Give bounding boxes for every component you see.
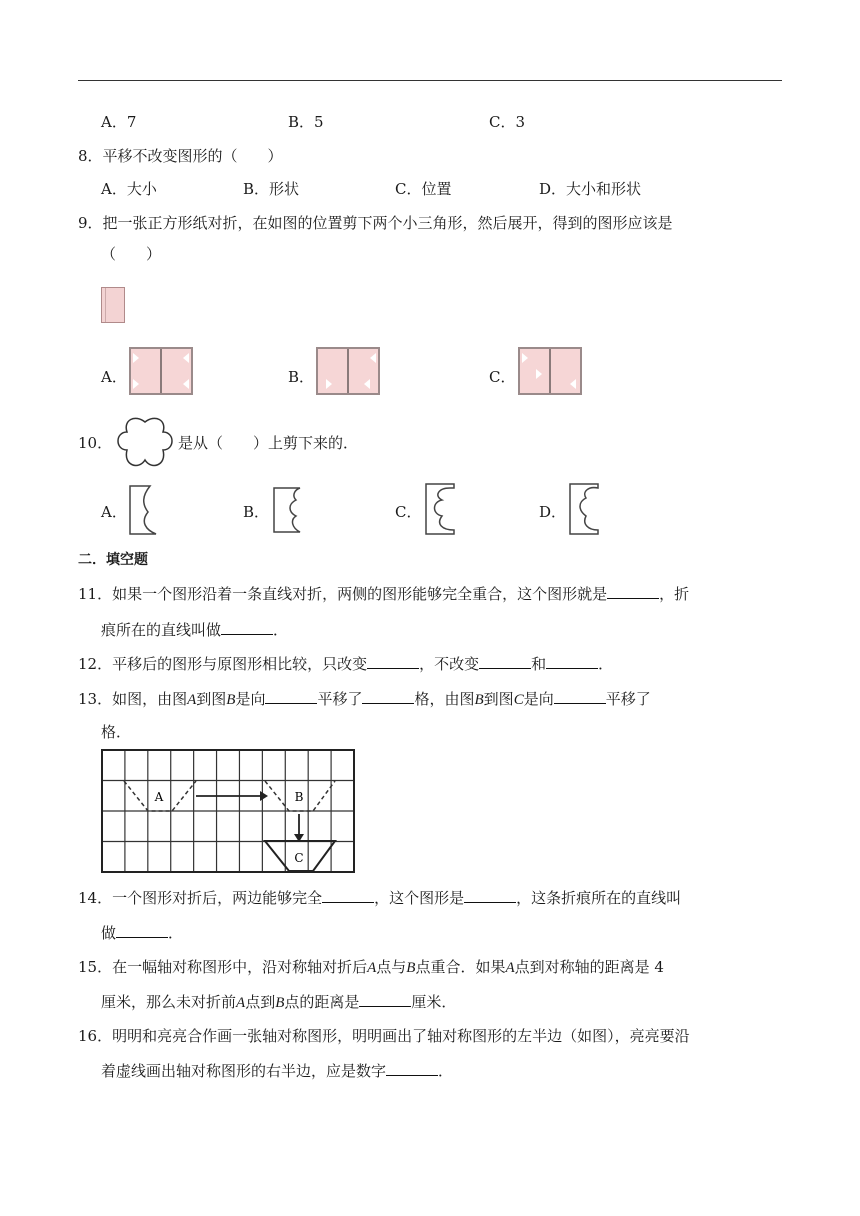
cut-triangle (326, 379, 332, 389)
q16-line1: 16．明明和亮亮合作画一张轴对称图形，明明画出了轴对称图形的左半边（如图），亮亮要沿 (78, 1027, 690, 1045)
q10-option-d-label[interactable]: D． (539, 503, 567, 521)
answer-blank[interactable] (362, 689, 414, 704)
q9-option-b-label[interactable]: B． (288, 368, 315, 386)
q9-option-c-label[interactable]: C． (489, 368, 516, 386)
q13-text: 是向 (523, 690, 554, 708)
section-title: 二．填空题 (78, 552, 148, 568)
q10-option-b-label[interactable]: B． (243, 503, 270, 521)
q10-option-c-image[interactable] (420, 480, 460, 538)
cut-triangle (522, 353, 528, 363)
cut-triangle (183, 379, 189, 389)
cut-triangle (370, 353, 376, 363)
q11-text-d: ． (273, 621, 289, 639)
q8-stem: 8．平移不改变图形的（ ） (78, 147, 283, 165)
cut-triangle (570, 379, 576, 389)
var-c: C (513, 692, 524, 708)
grid-label-a: A (154, 790, 164, 804)
answer-blank[interactable] (464, 888, 516, 903)
cut-triangle (183, 353, 189, 363)
answer-blank[interactable] (607, 584, 659, 599)
answer-blank[interactable] (479, 654, 531, 669)
var-a: A (505, 960, 515, 976)
q14-text: 14．一个图形对折后，两边能够完全 (78, 889, 323, 907)
q12-line (78, 654, 613, 674)
q15-text: 点到对称轴的距离是 4 (514, 958, 664, 976)
answer-blank[interactable] (359, 992, 411, 1007)
q13-text: 是向 (235, 690, 266, 708)
q7-option-b[interactable]: B．5 (288, 113, 324, 131)
q10-option-a-label[interactable]: A． (101, 503, 127, 521)
q13-line1 (78, 689, 651, 710)
q10-option-a-image[interactable] (122, 482, 162, 538)
q10-option-d-image[interactable] (564, 480, 604, 538)
var-b: B (406, 960, 416, 976)
q15-text: 厘米． (411, 993, 457, 1011)
clover-shape-image (115, 414, 175, 472)
q10-number: 10． (78, 434, 113, 452)
answer-blank[interactable] (386, 1061, 438, 1076)
q15-text: 厘米，那么未对折前 (101, 993, 237, 1011)
q11-line1 (78, 584, 689, 604)
folded-paper-image (101, 287, 125, 323)
q13-text: 到图 (483, 690, 514, 708)
q11-line2 (101, 620, 288, 640)
q11-text-c: 痕所在的直线叫做 (101, 621, 222, 639)
grid-label-b: B (294, 790, 304, 804)
q13-text: 到图 (196, 690, 227, 708)
q13-text: 格，由图 (414, 690, 475, 708)
cut-triangle (133, 379, 139, 389)
q15-line1 (78, 957, 664, 978)
q16-text: 着虚线画出轴对称图形的右半边，应是数字 (101, 1062, 387, 1080)
var-b: B (474, 692, 484, 708)
q12-text-a: 12．平移后的图形与原图形相比较，只改变 (78, 655, 368, 673)
var-a: A (367, 960, 377, 976)
q14-line1 (78, 888, 681, 908)
q8-option-a[interactable]: A．大小 (101, 180, 157, 198)
q10-option-c-label[interactable]: C． (395, 503, 422, 521)
q8-option-b[interactable]: B．形状 (243, 180, 300, 198)
q16-line2 (101, 1061, 453, 1081)
q15-text: 点的距离是 (284, 993, 360, 1011)
q14-line2 (101, 923, 183, 943)
q11-text-a: 11．如果一个图形沿着一条直线对折，两侧的图形能够完全重合，这个图形就是 (78, 585, 608, 603)
answer-blank[interactable] (367, 654, 419, 669)
cut-triangle (364, 379, 370, 389)
q14-text: ，这个图形是 (374, 889, 465, 907)
q7-option-c[interactable]: C．3 (489, 113, 526, 131)
q14-text: ． (168, 924, 184, 942)
q10-option-b-image[interactable] (268, 482, 308, 538)
q13-text: 13．如图，由图 (78, 690, 188, 708)
q15-text: 点与 (376, 958, 407, 976)
q15-text: 15．在一幅轴对称图形中，沿对称轴对折后 (78, 958, 368, 976)
q13-line2: 格． (101, 723, 132, 741)
cut-triangle (133, 353, 139, 363)
q14-text: 做 (101, 924, 117, 942)
q10-stem: 是从（ ）上剪下来的． (178, 434, 359, 452)
q9-stem: 9．把一张正方形纸对折，在如图的位置剪下两个小三角形，然后展开，得到的图形应该是 (78, 214, 673, 232)
q11-text-b: ，折 (659, 585, 690, 603)
q9-option-c-image[interactable] (518, 347, 582, 395)
q12-text-d: ． (598, 655, 614, 673)
var-a: A (236, 995, 246, 1011)
q12-text-c: 和 (531, 655, 547, 673)
q15-text: 点重合．如果 (415, 958, 506, 976)
var-b: B (275, 995, 285, 1011)
q9-option-a-image[interactable] (129, 347, 193, 395)
q15-line2 (101, 992, 456, 1013)
q13-text: 平移了 (605, 690, 651, 708)
q12-text-b: ，不改变 (419, 655, 480, 673)
q9-paren: （ ） (101, 245, 162, 263)
q9-option-a-label[interactable]: A． (101, 368, 127, 386)
q15-text: 点到 (245, 993, 276, 1011)
q8-option-c[interactable]: C．位置 (395, 180, 452, 198)
answer-blank[interactable] (546, 654, 598, 669)
var-a: A (187, 692, 197, 708)
answer-blank[interactable] (265, 689, 317, 704)
translation-grid-figure (100, 748, 358, 874)
var-b: B (226, 692, 236, 708)
header-rule (78, 80, 782, 81)
cut-triangle (536, 369, 542, 379)
answer-blank[interactable] (322, 888, 374, 903)
q14-text: ，这条折痕所在的直线叫 (516, 889, 682, 907)
answer-blank[interactable] (554, 689, 606, 704)
answer-blank[interactable] (221, 620, 273, 635)
q9-option-b-image[interactable] (316, 347, 380, 395)
grid-label-c: C (294, 851, 304, 865)
q8-option-d[interactable]: D．大小和形状 (539, 180, 642, 198)
q16-text: ． (438, 1062, 454, 1080)
q13-text: 平移了 (317, 690, 363, 708)
q7-option-a[interactable]: A．7 (101, 113, 137, 131)
answer-blank[interactable] (116, 923, 168, 938)
